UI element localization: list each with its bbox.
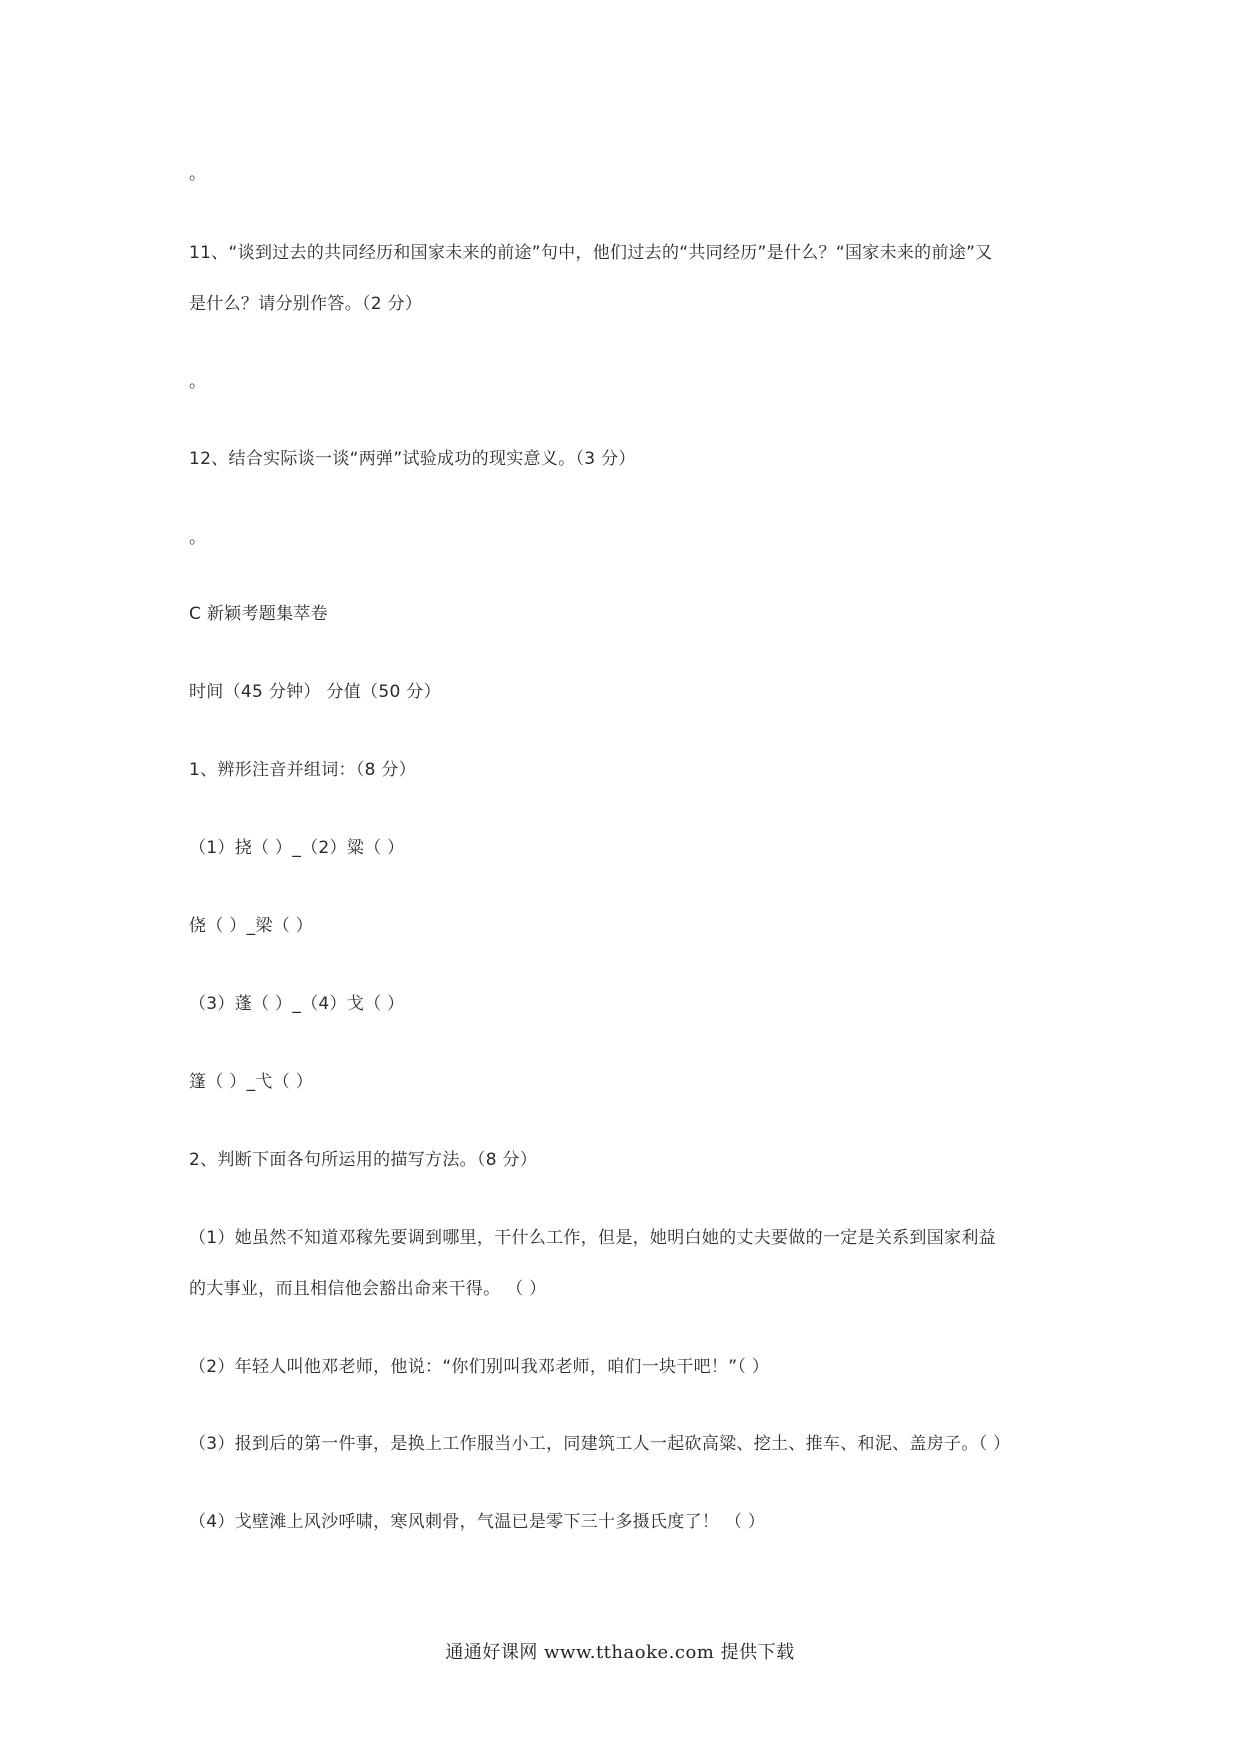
text-line-period-3: 。: [189, 528, 207, 548]
question-1-item-row-3: （3）蓬（ ）_（4）戈（ ）: [189, 994, 405, 1014]
question-1-item-row-4: 篷（ ）_弋（ ）: [189, 1072, 314, 1092]
question-2-item-1-line-2: 的大事业，而且相信他会豁出命来干得。 （ ）: [189, 1279, 547, 1299]
time-and-score: 时间（45 分钟） 分值（50 分）: [189, 682, 441, 702]
question-2-item-4: （4）戈壁滩上风沙呼啸，寒风刺骨，气温已是零下三十多摄氏度了！ （ ）: [189, 1512, 766, 1532]
question-2-item-1-line-1: （1）她虽然不知道邓稼先要调到哪里，干什么工作，但是，她明白她的丈夫要做的一定是关系到国家利益: [189, 1228, 996, 1248]
question-1-item-row-2: 侥（ ）_梁（ ）: [189, 916, 314, 936]
question-2-item-3: （3）报到后的第一件事，是换上工作服当小工，同建筑工人一起砍高粱、挖土、推车、和泥、盖房子。（ ）: [189, 1434, 1011, 1454]
question-2: 2、判断下面各句所运用的描写方法。（8 分）: [189, 1150, 538, 1170]
question-11-line-2: 是什么？请分别作答。（2 分）: [189, 294, 423, 314]
text-line-period-1: 。: [189, 164, 207, 184]
question-12: 12、结合实际谈一谈“两弹”试验成功的现实意义。（3 分）: [189, 449, 636, 469]
text-line-period-2: 。: [189, 372, 207, 392]
question-1-item-row-1: （1）挠（ ）_（2）粱（ ）: [189, 838, 405, 858]
footer-download-notice: 通通好课网 www.tthaoke.com 提供下载: [445, 1642, 795, 1663]
question-1: 1、辨形注音并组词：（8 分）: [189, 760, 417, 780]
question-11-line-1: 11、“谈到过去的共同经历和国家未来的前途”句中，他们过去的“共同经历”是什么？“国家未来的前途”又: [189, 243, 993, 263]
question-2-item-2: （2）年轻人叫他邓老师，他说：“你们别叫我邓老师，咱们一块干吧！”（ ）: [189, 1357, 770, 1377]
section-heading-c: C 新颖考题集萃卷: [189, 604, 328, 624]
